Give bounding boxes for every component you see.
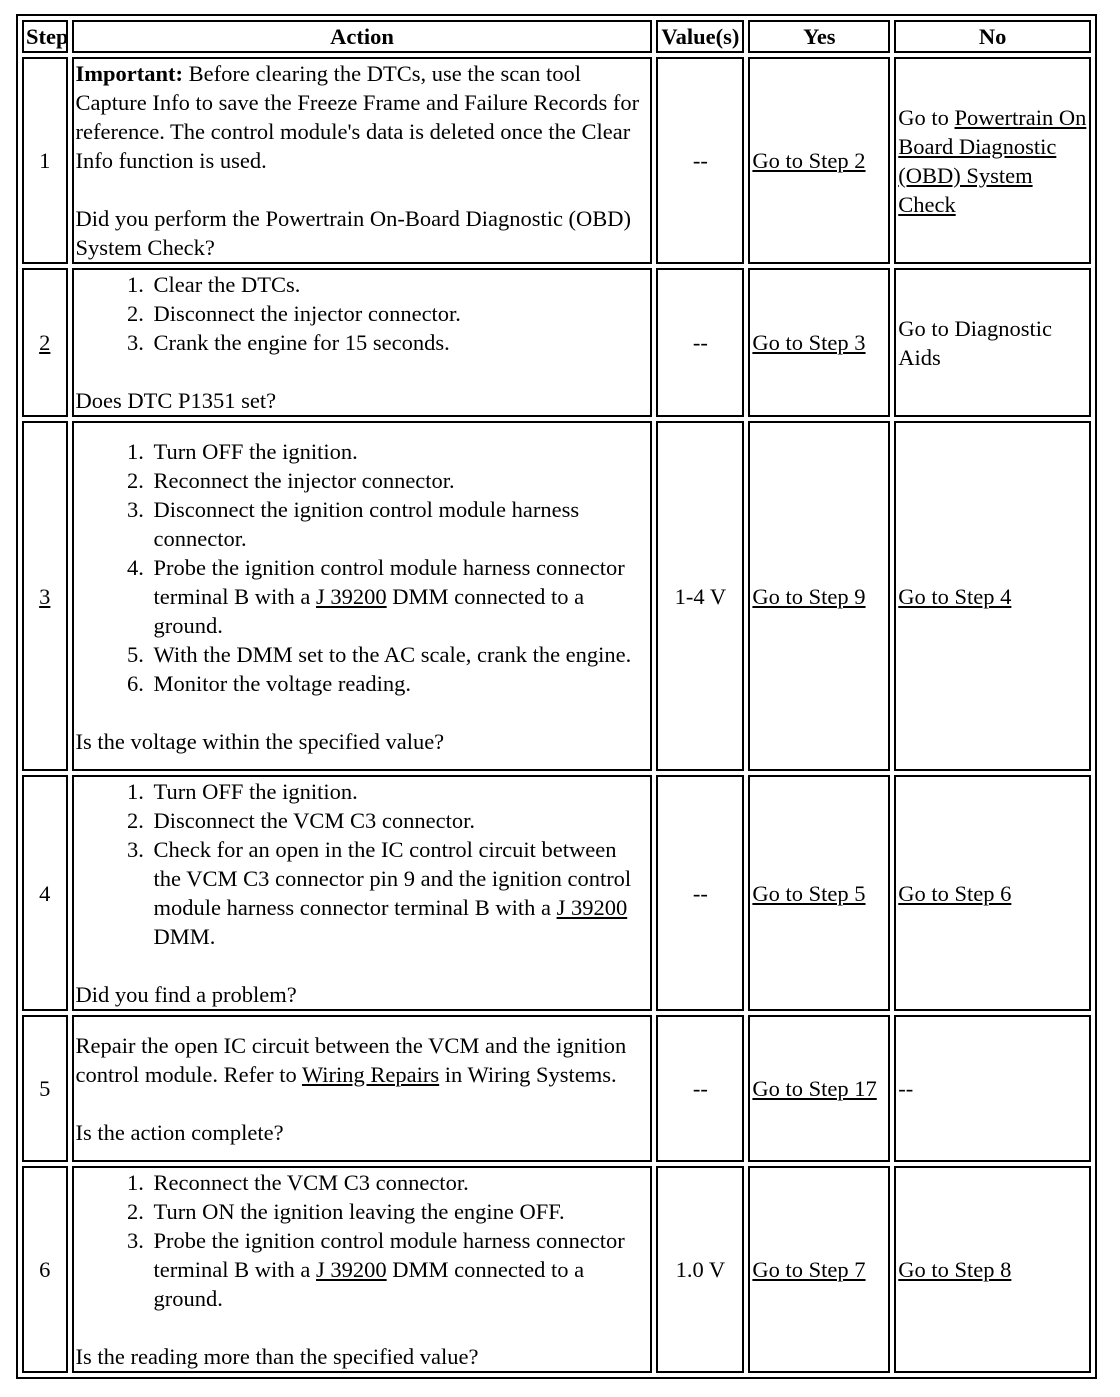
table-row	[22, 268, 1091, 417]
list-item: 1. Clear the DTCs.	[150, 270, 649, 299]
value-cell: 1-4 V	[656, 421, 744, 771]
wiring-repairs-link[interactable]: Wiring Repairs	[301, 1061, 440, 1087]
question-text: Is the action complete?	[75, 1119, 284, 1145]
step-number: 5	[22, 1015, 68, 1162]
list-item	[150, 1226, 649, 1313]
important-note	[76, 59, 649, 175]
action-steps	[76, 1168, 649, 1313]
step-text: Probe the ignition control module harness connector terminal B with a	[153, 554, 625, 609]
step-number: 6	[22, 1166, 68, 1373]
header-action: Action	[72, 20, 653, 53]
action-cell	[72, 421, 653, 771]
step-number: 4	[22, 775, 68, 1011]
list-item: 1. Turn OFF the ignition.	[150, 777, 649, 806]
action-cell	[72, 1166, 653, 1373]
repair-text-b: in Wiring Systems.	[439, 1061, 617, 1087]
list-item	[150, 835, 649, 951]
list-item: 1. Turn OFF the ignition.	[150, 437, 649, 466]
important-text: Before clearing the DTCs, use the scan tool Capture Info to save the Freeze Frame and Failure Records for reference. The control module's data is deleted once the Clear Info function is used.	[75, 61, 640, 173]
step-link[interactable]: 3	[39, 583, 51, 609]
list-item: 2. Reconnect the injector connector.	[150, 466, 649, 495]
yes-cell	[748, 268, 890, 417]
value-cell: --	[656, 1015, 744, 1162]
list-item: 2. Disconnect the VCM C3 connector.	[150, 806, 649, 835]
no-cell	[894, 775, 1091, 1011]
table-header-row	[22, 20, 1091, 53]
no-cell	[894, 57, 1091, 264]
table-row	[22, 1166, 1091, 1373]
no-link[interactable]: Go to Step 4	[898, 583, 1012, 609]
step-text-tail: DMM.	[153, 924, 216, 949]
question-text: Is the voltage within the specified value?	[75, 728, 445, 754]
header-values: Value(s)	[656, 20, 744, 53]
step-link[interactable]: 2	[39, 330, 51, 355]
tool-link[interactable]: J 39200	[316, 1257, 387, 1282]
tool-link[interactable]: J 39200	[556, 895, 628, 920]
yes-link[interactable]: Go to Step 9	[752, 583, 866, 609]
yes-cell	[748, 1015, 890, 1162]
tool-link[interactable]: J 39200	[316, 583, 387, 609]
value-cell: 1.0 V	[656, 1166, 744, 1373]
table-row	[22, 1015, 1091, 1162]
yes-link[interactable]: Go to Step 2	[752, 148, 866, 173]
no-cell	[894, 1166, 1091, 1373]
header-step: Step	[22, 20, 68, 53]
diagnostic-table	[16, 14, 1097, 1379]
list-item: 6. Monitor the voltage reading.	[150, 669, 649, 698]
question-text: Did you perform the Powertrain On-Board Diagnostic (OBD) System Check?	[75, 206, 632, 260]
step-number: 1	[22, 57, 68, 264]
step-number	[22, 421, 68, 771]
list-item: 2. Turn ON the ignition leaving the engine OFF.	[150, 1197, 649, 1226]
repair-text-a: Repair the open IC circuit between the VCM and the ignition control module. Refer to	[75, 1032, 627, 1087]
value-cell: --	[656, 268, 744, 417]
yes-link[interactable]: Go to Step 17	[752, 1076, 877, 1101]
step-number	[22, 268, 68, 417]
step-text: Probe the ignition control module harness connector terminal B with a	[153, 1228, 625, 1282]
no-cell: --	[894, 1015, 1091, 1162]
yes-link[interactable]: Go to Step 7	[752, 1257, 866, 1282]
value-cell: --	[656, 775, 744, 1011]
list-item	[150, 553, 649, 640]
yes-link[interactable]: Go to Step 5	[752, 880, 866, 906]
important-label: Important:	[75, 61, 184, 86]
yes-link[interactable]: Go to Step 3	[752, 330, 866, 355]
no-link[interactable]: Powertrain On Board Diagnostic (OBD) System Check	[898, 104, 1087, 217]
question-text: Is the reading more than the specified value?	[75, 1344, 479, 1369]
yes-cell	[748, 775, 890, 1011]
question-text: Did you find a problem?	[75, 982, 297, 1007]
list-item: 3. Disconnect the ignition control module harness connector.	[150, 495, 649, 553]
action-steps	[76, 437, 649, 698]
header-no: No	[894, 20, 1091, 53]
list-item: 3. Crank the engine for 15 seconds.	[150, 328, 649, 357]
table-row	[22, 775, 1091, 1011]
list-item: 5. With the DMM set to the AC scale, crank the engine.	[150, 640, 649, 669]
yes-cell	[748, 57, 890, 264]
no-link[interactable]: Go to Step 8	[898, 1257, 1012, 1282]
yes-cell	[748, 1166, 890, 1373]
header-yes: Yes	[748, 20, 890, 53]
no-cell: Go to Diagnostic Aids	[894, 268, 1091, 417]
action-cell	[72, 775, 653, 1011]
action-steps	[76, 270, 649, 357]
step-text-tail: DMM connected to a ground.	[153, 1257, 585, 1311]
no-prefix: Go to	[898, 104, 955, 130]
question-text: Does DTC P1351 set?	[75, 388, 277, 413]
table-row	[22, 421, 1091, 771]
repair-text	[76, 1031, 649, 1089]
action-cell	[72, 1015, 653, 1162]
action-cell	[72, 57, 653, 264]
no-cell	[894, 421, 1091, 771]
step-text: Check for an open in the IC control circuit between the VCM C3 connector pin 9 and the ignition control module harness connector terminal B with a	[153, 837, 632, 920]
no-link[interactable]: Go to Step 6	[898, 880, 1012, 906]
step-text-tail: DMM connected to a ground.	[153, 583, 585, 638]
list-item: 1. Reconnect the VCM C3 connector.	[150, 1168, 649, 1197]
value-cell: --	[656, 57, 744, 264]
yes-cell	[748, 421, 890, 771]
list-item: 2. Disconnect the injector connector.	[150, 299, 649, 328]
action-steps	[76, 777, 649, 951]
action-cell	[72, 268, 653, 417]
table-row	[22, 57, 1091, 264]
